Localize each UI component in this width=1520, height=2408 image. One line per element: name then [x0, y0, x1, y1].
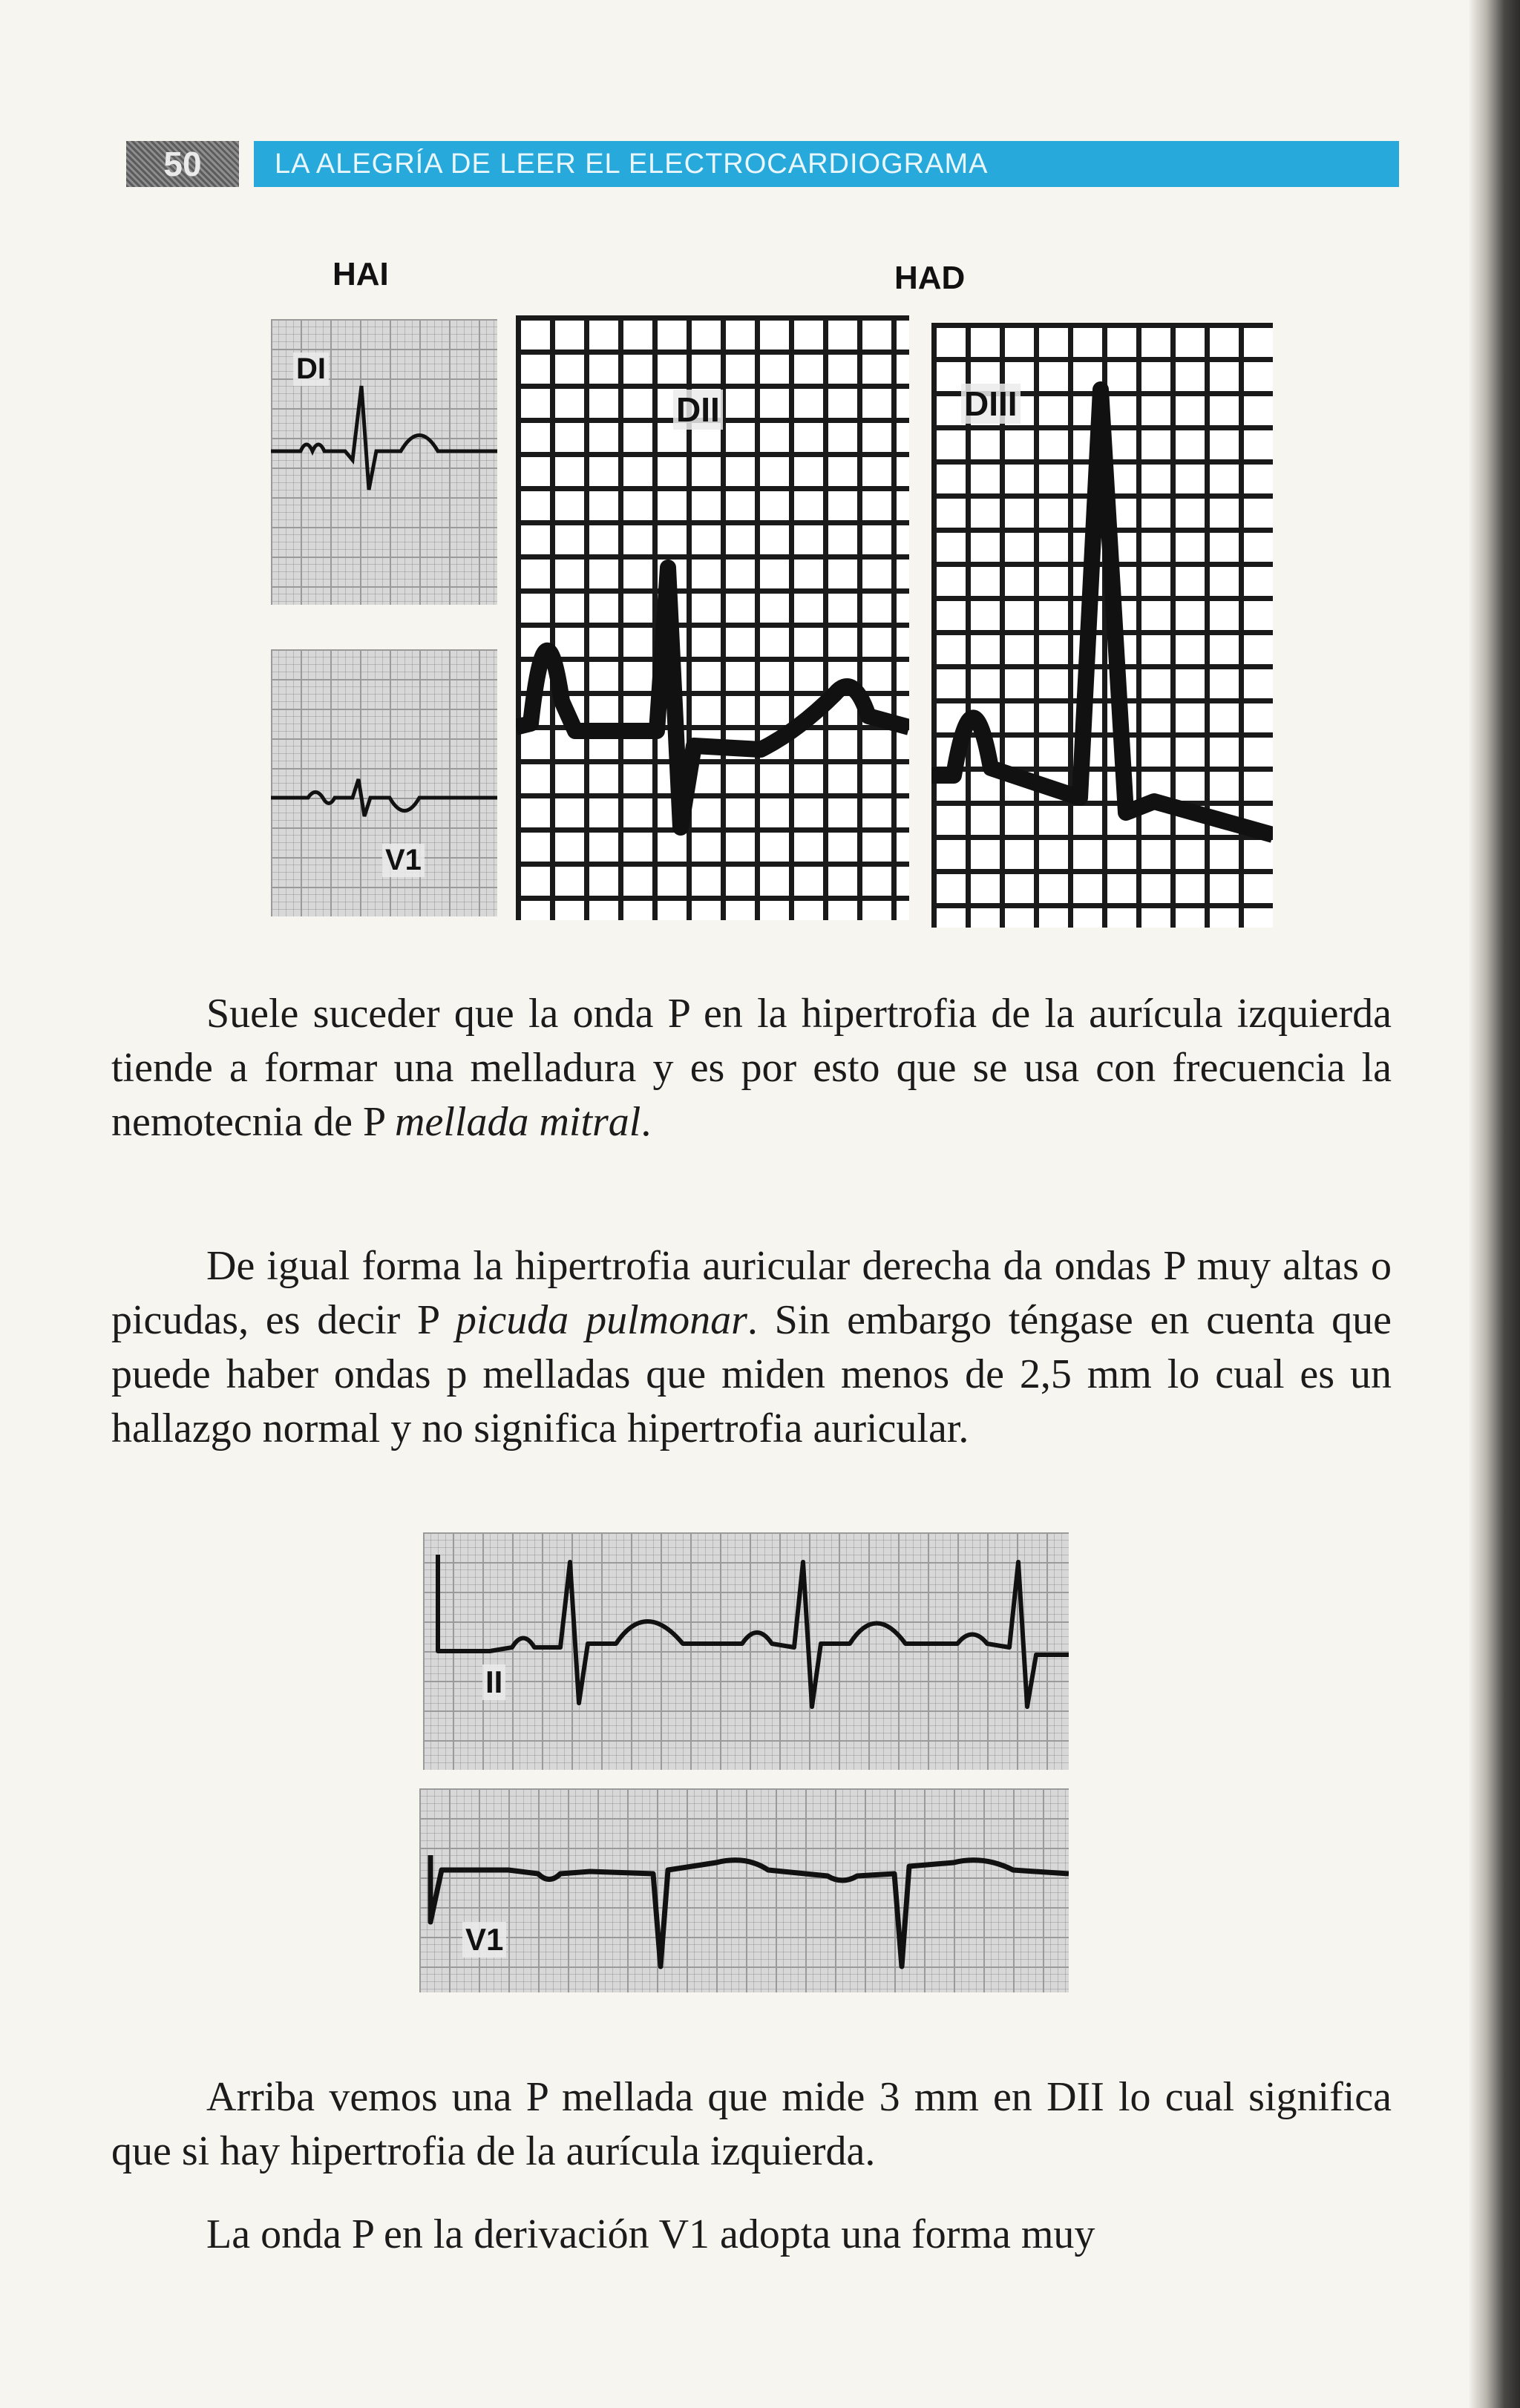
paragraph-4 [111, 2208, 1392, 2262]
paragraph-1-text: Suele suceder que la onda P en la hipertrofia de la aurícula izquierda tiende a formar una melladura y es por esto que se usa con frecuencia la nemotecnia de P [111, 991, 1392, 1145]
paragraph-2-text-a: De igual forma la hipertrofia auricular derecha da ondas P muy altas o picudas, es decir P [111, 1243, 1392, 1343]
ecg-trace-ii [423, 1532, 1069, 1770]
paragraph-1 [111, 987, 1392, 1149]
ecg-strip-v1 [271, 649, 497, 916]
ecg-strip-diii [931, 323, 1273, 928]
paragraph-1-emphasis: mellada mitral [395, 1099, 641, 1145]
lead-label-dii: DII [673, 390, 723, 430]
book-spine-shadow [1468, 0, 1520, 2408]
lead-label-di: DI [293, 352, 329, 386]
ecg-strip-di [271, 319, 497, 605]
paragraph-2-emphasis: picuda pulmonar [455, 1297, 747, 1343]
page-header [126, 141, 1399, 187]
running-title: LA ALEGRÍA DE LEER EL ELECTROCARDIOGRAMA [254, 141, 1399, 187]
paragraph-3-text: Arriba vemos una P mellada que mide 3 mm en DII lo cual significa que si hay hipertrofia de la aurícula izquierda. [111, 2074, 1392, 2174]
label-hai: HAI [332, 256, 389, 292]
paragraph-2-text-b: . Sin embargo téngase en cuenta que puede haber ondas p melladas que miden menos de 2,5 mm lo cual es un hallazgo normal y no significa hipertrofia auricular. [111, 1297, 1392, 1451]
page-number: 50 [126, 141, 239, 187]
lead-label-v1-fig2: V1 [462, 1922, 506, 1958]
lead-label-ii: II [482, 1664, 505, 1700]
lead-label-v1-fig1: V1 [382, 844, 425, 877]
label-had: HAD [894, 260, 966, 296]
ecg-strip-ii [423, 1532, 1069, 1770]
paragraph-3 [111, 2070, 1392, 2179]
ecg-trace-v1-lower [419, 1788, 1069, 1992]
paragraph-4-text: La onda P en la derivación V1 adopta una forma muy [206, 2211, 1095, 2257]
ecg-strip-dii [516, 315, 909, 920]
paragraph-1-end: . [641, 1099, 652, 1145]
lead-label-diii: DIII [961, 384, 1021, 424]
ecg-strip-v1-lower [419, 1788, 1069, 1992]
paragraph-2 [111, 1239, 1392, 1456]
